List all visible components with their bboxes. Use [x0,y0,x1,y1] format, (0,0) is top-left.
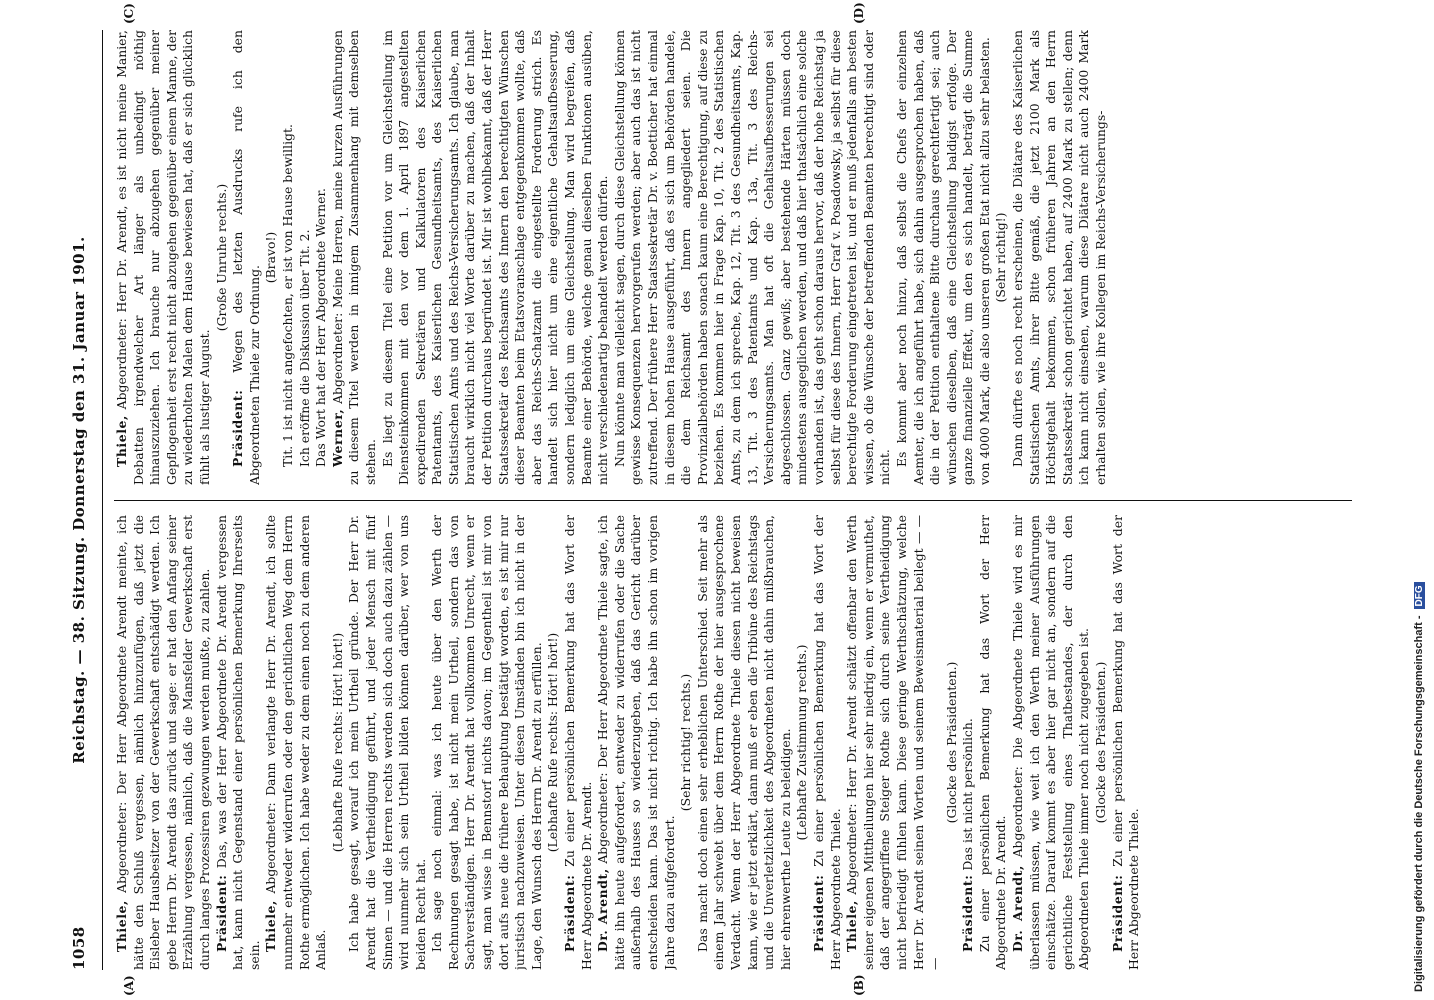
left-column [114,515,1362,970]
paragraph-text: Das, was der Herr Abgeordnete Dr. Arendt vergessen hat, kann nicht Gegenstand einer persönlichen Bemerkung Ihrerseits sein. [213,515,262,970]
paragraph-text: Das ist nicht persönlich. [960,718,976,875]
paragraph-text: Es kommt aber noch hinzu, daß selbst die Chefs der einzelnen Aemter, die ich angeführt habe, sich dahin ausgesprochen haben, daß die in der Petition enthaltene Bitte durchaus gerechtfertigt sei; auch wünschen dieselben, daß eine Gleichstellung baldigst erfolge. Der ganze finanzielle Effekt, um den es sich handelt, beträgt die Summe von 4000 Mark, die also unseren großen Etat nicht allzu sehr belasten. [893,30,992,485]
interjection: (Große Unruhe rechts.) [213,183,229,332]
paragraph-text: Abgeordneter: Der Herr Abgeordnete Arendt meinte, ich hätte den Schluß vergessen, nämlich hinzuzufügen, daß jetzt die Eisleber Hausbesitzer von der Gewerkschaft entschädigt werden. Ich gebe Herrn Dr. Arendt das zurück und sage: er hat den Anfang seiner Erzählung vergessen, nämlich, daß die Mansfelder Gewerkschaft erst durch langes Prozessiren gezwungen werden mußte, zu zahlen. [114,515,212,970]
speaker-name: Thiele, [114,900,129,952]
paragraph-text: Zu einer persönlichen Bemerkung hat das Wort der Herr Abgeordnete Thiele. [1109,515,1142,970]
speaker-name: Präsident: [562,874,578,952]
paragraph [811,515,844,970]
speaker-name: Präsident: [1109,874,1125,952]
paragraph-text: Das macht doch einen sehr erheblichen Unterschied. Seit mehr als einem Jahr schwebt über dem Herrn Rothe der hier ausgesprochene Verdacht. Wenn der Herr Abgeordnete Thiele diesen nicht beweisen kann, wie er jetzt erklärt, dann muß er eben die Tribüne des Reichstags und die Unverletzlichkeit des Abgeordneten nicht dahin mißbrauchen, hier ehrenwerthe Leute zu beleidigen. [694,515,793,970]
paragraph [960,515,977,970]
interjection: (Glocke des Präsidenten.) [943,661,959,824]
margin-mark-d: (D) [852,2,866,24]
interjection: (Bravo!) [263,231,279,284]
paragraph-text: Abgeordneter: Meine Herren, meine kurzen Ausführungen zu diesem Titel werden in innigem Zusammenhang mit demselben stehen. [329,30,378,485]
paragraph-text: Abgeordneter: Dann verlangte Herr Dr. Arendt, ich sollte nunmehr entweder widerrufen oder den gerichtlichen Weg dem Herrn Rothe ermöglichen. Ich habe weder zu dem einen noch zu dem anderen Anlaß. [263,515,329,970]
paragraph [263,515,329,970]
paragraph [977,515,1010,970]
paragraph-text: Das Wort hat der Herr Abgeordnete Werner. [313,188,329,467]
speaker-name: Thiele, [114,415,129,467]
paragraph-text: Ich sage noch einmal: was ich heute über den Werth der Rechnungen gesagt habe, ist nicht mein Urtheil, sondern das von Sachverständigen. Herr Dr. Arendt hat vollkommen Unrecht, wenn er sagt, man wisse in Bennstorf nichts davon; im Gegentheil ist mir von dort aufs neue die frühere Behauptung bestätigt worden, es ist mir nur juristisch nachzuweisen. Unter diesen Umständen bin ich nicht in der Lage, den Wunsch des Herrn Dr. Arendt zu erfüllen. [429,515,544,970]
paragraph-text: Nun könnte man vielleicht sagen, durch diese Gleichstellung können gewisse Konsequenzen hervorgerufen werden; aber auch das ist nicht zutreffend. Der frühere Herr Staatssekretär Dr. v. Boetticher hat einmal in diesem hohen Hause ausgeführt, daß es sich um Behörden handele, die dem Reichsamt des Innern angegliedert seien. Die Provinzialbehörden haben sonach kaum eine Berechtigung, auf diese zu beziehen. Es kommen hier in Frage Kap. 10, Tit. 2 des Statistischen Amts, zu dem ich spreche, Kap. 12, Tit. 3 des Gesundheitsamts, Kap. 13, Tit. 3 des Patentamts und Kap. 13a, Tit. 3 des Reichs-Versicherungsamts. Man hat oft die Gehaltsaufbesserungen sei abgeschlossen. Ganz gewiß; aber bestehende Härten müssen doch mindestens ausgeglichen werden, und daß hier thatsächlich eine solche vorhanden ist, das geht schon daraus hervor, daß der hohe Reichstag ja selbst für diese des Innern, Herr Graf v. Posadowsky, ja selbst für diese berechtigte Forderung eingetreten ist, und er muß jedenfalls am besten wissen, ob die Wünsche der betreffenden Beamten berechtigt sind oder nicht. [611,30,893,485]
margin-mark-a: (A) [122,975,136,996]
paragraph-text: Wegen des letzten Ausdrucks rufe ich den Abgeordneten Thiele zur Ordnung. [230,30,262,485]
margin-mark-c: (C) [122,3,136,24]
paragraph [1110,515,1143,970]
paragraph [114,515,214,970]
interjection: (Lebhafte Rufe rechts: Hört! hört!) [545,632,561,853]
paragraph [612,30,894,485]
page-body [62,2,1362,996]
paragraph [214,515,264,970]
running-head: Reichstag. — 38. Sitzung. Donnerstag den 31. Januar 1901. [70,236,88,764]
speaker-name: Präsident: [213,874,229,952]
interjection: (Lebhafte Rufe rechts: Hört! hört!) [329,632,345,853]
rotated-page-content [22,0,1412,1000]
paragraph [429,515,545,970]
speaker-name: Thiele, [844,900,860,952]
speaker-name: Werner, [329,408,345,467]
interjection: (Glocke des Präsidenten.) [1093,661,1109,824]
paragraph [330,30,380,485]
paragraph [346,515,429,970]
margin-mark-b: (B) [852,974,866,996]
speaker-name: Präsident: [810,874,826,952]
paragraph [595,515,678,970]
paragraph-text: Tit. 1 ist nicht angefochten, er ist von Hause bewilligt. [279,124,295,467]
page-header [70,30,106,970]
credit-text: Digitalisierung gefördert durch die Deutsche Forschungsgemeinschaft - [1413,615,1425,992]
header-rule [102,30,103,970]
speaker-name: Präsident: [230,389,246,467]
paragraph [1010,30,1110,485]
paragraph-text: Abgeordneter: Herr Dr. Arendt, es ist nicht meine Manier, Debatten irgendwelcher Art länger als unbedingt nöthig hinauszuziehen. Ich brauche nur abzugehen gegenüber meiner Gepflogenheit erst recht nicht abzugehen gegenüber einem Manne, der zu wiederholten Malen dem Hause bewiesen hat, daß er sich glücklich fühlt als lustiger August. [114,30,212,485]
speaker-name: Dr. Arendt, [1010,865,1026,952]
dfg-logo: DFG [1414,582,1425,609]
paragraph-text: Zu einer persönlichen Bemerkung hat das Wort der Herr Abgeordnete Dr. Arendt. [562,515,594,970]
paragraph [844,515,944,970]
interjection: (Sehr richtig! rechts.) [678,673,694,812]
paragraph [695,515,795,970]
paragraph-text: Es liegt zu diesem Titel eine Petition vor um Gleichstellung im Diensteinkommen mit den vor dem 1. April 1897 angestellten expedirenden Sekretären und Kalkulatoren des Kaiserlichen Patentamts, des Kaiserlichen Gesundheitsamts, des Kaiserlichen Statistischen Amts und des Reichs-Versicherungsamts. Ich glaube, man braucht wirklich nicht viel Worte darüber zu machen, daß der Inhalt der Petition durchaus begründet ist. Mir ist wohlbekannt, daß der Herr Staatssekretär des Reichsamts des Innern den berechtigten Wünschen dieser Beamten beim Etatsvoranschlage entgegenkommen wollte, daß aber das Reichs-Schatzamt die eingestellte Forderung strich. Es handelt sich hier nicht um eine eigentliche Gehaltsaufbesserung, sondern lediglich um eine Gleichstellung. Man wird begreifen, daß Beamte einer Behörde, welche genau dieselben Funktionen ausüben, nicht verschiedenartig behandelt werden dürfen. [379,30,611,485]
speaker-name: Thiele, [263,900,279,952]
column-divider [114,500,1352,501]
right-column [114,30,1362,485]
paragraph [380,30,612,485]
digitization-credit [1412,0,1434,1000]
paragraph [562,515,595,970]
paragraph [230,30,263,485]
paragraph [280,30,297,485]
speaker-name: Präsident: [960,874,976,952]
paragraph-text: Abgeordneter: Herr Dr. Arendt schätzt offenbar den Werth seiner eigenen Mittheilungen hier sehr niedrig ein, wenn er vermuthet, daß der angegriffene Steiger Rothe sich durch seine Vertheidigung nicht befriedigt fühlen kann. Diese geringe Werthschätzung, welche Herr Dr. Arendt seinen Worten und seinem Beweismaterial beilegt — — — [844,515,943,970]
paragraph [1010,515,1093,970]
paragraph [297,30,314,485]
paragraph-text: Ich eröffne die Diskussion über Tit. 2. [296,229,312,467]
paragraph-text: Zu einer persönlichen Bemerkung hat das Wort der Herr Abgeordnete Dr. Arendt. [976,515,1009,970]
paragraph-text: Zu einer persönlichen Bemerkung hat das Wort der Herr Abgeordnete Thiele. [810,515,843,970]
speaker-name: Dr. Arendt, [595,868,611,952]
paragraph-text: Abgeordneter: Die Abgeordnete Thiele wird es mir überlassen müssen, wie weit ich den Werth meiner Ausführungen einschätze. Darauf kommt es aber hier gar nicht an, sondern auf die gerichtliche Feststellung eines Thatbestandes, der durch den Abgeordneten Thiele immer noch nicht zugegeben ist. [1010,515,1092,970]
paragraph [313,30,330,485]
page-number: 1058 [70,926,88,970]
paragraph-text: Dann dürfte es noch recht erscheinen, die Diätare des Kaiserlichen Statistischen Amts, ihrer Bitte gemäß, die jetzt 2100 Mark als Höchstgehalt bekommen, schon früheren Jahren an den Herrn Staatssekretär schon gerichtet haben, auf 2400 Mark zu stellen; denn ich kann nicht einsehen, warum diese Diätare nicht auch 2400 Mark erhalten sollen, wie ihre Kollegen im Reichs-Versicherungs- [1010,30,1109,485]
interjection: (Sehr richtig!) [993,212,1009,303]
interjection: (Lebhafte Zustimmung rechts.) [794,644,810,841]
paragraph [894,30,994,485]
paragraph [114,30,214,485]
paragraph-text: Ich habe gesagt, worauf ich mein Urtheil gründe. Der Herr Dr. Arendt hat die Vertheidigung geführt, und jeder Mensch mit fünf Sinnen — und die Herren rechts werden sich doch auch dazu zählen — wird nunmehr sich sein Urtheil bilden können darüber, wer von uns beiden Recht hat. [346,515,428,970]
paragraph-text: Abgeordneter: Der Herr Abgeordnete Thiele sagte, ich hätte ihn heute aufgefordert, entweder zu widerrufen oder die Sache außerhalb des Hauses so wiederzugeben, daß das Gericht darüber entscheiden kann. Das ist nicht richtig. Ich habe ihn schon im vorigen Jahre dazu aufgefordert. [595,515,677,970]
